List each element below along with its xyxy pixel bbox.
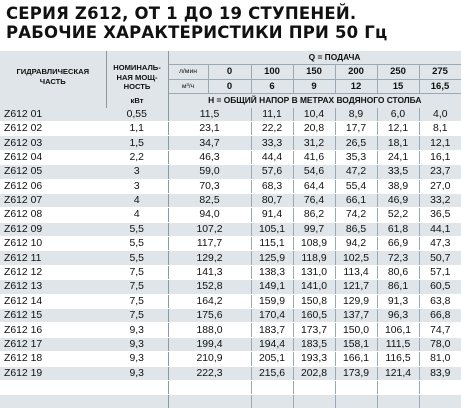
table-row bbox=[0, 121, 461, 135]
head-value-cell: 175,6 bbox=[168, 309, 251, 323]
head-value-cell: 11,1 bbox=[251, 108, 293, 122]
model-cell: Z612 07 bbox=[0, 193, 106, 207]
table-row bbox=[0, 309, 461, 323]
head-value-cell: 113,4 bbox=[335, 265, 377, 279]
table-row bbox=[0, 165, 461, 179]
hydraulic-header-line-2: ЧАСТЬ bbox=[39, 76, 66, 86]
model-cell: Z612 06 bbox=[0, 179, 106, 193]
head-caption: H = ОБЩИЙ НАПОР В МЕТРАХ ВОДЯНОГО СТОЛБА bbox=[168, 94, 461, 108]
model-cell: Z612 04 bbox=[0, 150, 106, 164]
table-row bbox=[0, 193, 461, 207]
head-value-cell: 10,4 bbox=[293, 108, 335, 122]
head-value-cell: 80,6 bbox=[377, 265, 419, 279]
head-value-cell: 152,8 bbox=[168, 280, 251, 294]
head-value-cell: 111,5 bbox=[377, 337, 419, 351]
head-value-cell: 188,0 bbox=[168, 323, 251, 337]
power-cell: 9,3 bbox=[106, 337, 168, 351]
flow-lmin-cell: 200 bbox=[335, 65, 377, 79]
flow-lmin-cell: 150 bbox=[293, 65, 335, 79]
head-value-cell: 31,2 bbox=[293, 136, 335, 150]
flow-m3h-cell: 12 bbox=[335, 79, 377, 93]
power-cell: 1,1 bbox=[106, 121, 168, 135]
head-value-cell: 33,3 bbox=[251, 136, 293, 150]
table-row bbox=[0, 323, 461, 337]
head-value-cell: 83,9 bbox=[419, 366, 461, 380]
performance-table bbox=[0, 51, 461, 408]
head-value-cell: 94,0 bbox=[168, 208, 251, 222]
head-value-cell: 194,4 bbox=[251, 337, 293, 351]
head-value-cell: 86,5 bbox=[335, 222, 377, 236]
head-value-cell: 86,2 bbox=[293, 208, 335, 222]
model-cell: Z612 10 bbox=[0, 237, 106, 251]
head-value-cell: 74,2 bbox=[335, 208, 377, 222]
head-value-cell: 183,5 bbox=[293, 337, 335, 351]
head-value-cell: 141,3 bbox=[168, 265, 251, 279]
head-value-cell: 44,1 bbox=[419, 222, 461, 236]
head-value-cell: 23,1 bbox=[168, 121, 251, 135]
head-value-cell: 102,5 bbox=[335, 251, 377, 265]
head-value-cell: 18,1 bbox=[377, 136, 419, 150]
table-row bbox=[0, 294, 461, 308]
head-value-cell: 115,1 bbox=[251, 237, 293, 251]
head-value-cell: 11,5 bbox=[168, 108, 251, 122]
power-header bbox=[106, 51, 168, 108]
head-value-cell: 33,2 bbox=[419, 193, 461, 207]
head-value-cell: 4,0 bbox=[419, 108, 461, 122]
power-cell: 4 bbox=[106, 193, 168, 207]
title-line-1: СЕРИЯ Z612, ОТ 1 ДО 19 СТУПЕНЕЙ. bbox=[6, 4, 357, 23]
head-value-cell: 131,0 bbox=[293, 265, 335, 279]
flow-lmin-cell: 275 bbox=[419, 65, 461, 79]
flow-m3h-cell: 16,5 bbox=[419, 79, 461, 93]
flow-m3h-cell: 9 bbox=[293, 79, 335, 93]
head-value-cell: 44,4 bbox=[251, 150, 293, 164]
table-row bbox=[0, 251, 461, 265]
head-value-cell: 68,3 bbox=[251, 179, 293, 193]
head-value-cell: 125,9 bbox=[251, 251, 293, 265]
head-value-cell: 149,1 bbox=[251, 280, 293, 294]
model-cell: Z612 18 bbox=[0, 352, 106, 366]
head-value-cell: 129,2 bbox=[168, 251, 251, 265]
head-value-cell: 8,1 bbox=[419, 121, 461, 135]
head-value-cell: 63,8 bbox=[419, 294, 461, 308]
power-cell: 1,5 bbox=[106, 136, 168, 150]
hydraulic-header-line-1: ГИДРАВЛИЧЕСКАЯ bbox=[16, 67, 90, 76]
head-value-cell: 222,3 bbox=[168, 366, 251, 380]
head-value-cell: 20,8 bbox=[293, 121, 335, 135]
head-value-cell: 164,2 bbox=[168, 294, 251, 308]
head-value-cell: 94,2 bbox=[335, 237, 377, 251]
head-value-cell: 61,8 bbox=[377, 222, 419, 236]
power-cell: 9,3 bbox=[106, 366, 168, 380]
head-value-cell: 173,9 bbox=[335, 366, 377, 380]
model-cell: Z612 19 bbox=[0, 366, 106, 380]
model-cell: Z612 13 bbox=[0, 280, 106, 294]
head-value-cell: 193,3 bbox=[293, 352, 335, 366]
head-value-cell: 160,5 bbox=[293, 309, 335, 323]
head-value-cell: 80,7 bbox=[251, 193, 293, 207]
head-value-cell: 66,1 bbox=[335, 193, 377, 207]
flow-m3h-cell: 15 bbox=[377, 79, 419, 93]
head-value-cell: 36,5 bbox=[419, 208, 461, 222]
head-value-cell: 41,6 bbox=[293, 150, 335, 164]
blank-row bbox=[0, 380, 461, 394]
head-value-cell: 129,9 bbox=[335, 294, 377, 308]
head-value-cell: 60,5 bbox=[419, 280, 461, 294]
head-value-cell: 34,7 bbox=[168, 136, 251, 150]
power-header-line-3: НОСТЬ bbox=[123, 82, 151, 91]
head-value-cell: 210,9 bbox=[168, 352, 251, 366]
model-cell: Z612 15 bbox=[0, 309, 106, 323]
head-value-cell: 158,1 bbox=[335, 337, 377, 351]
head-value-cell: 215,6 bbox=[251, 366, 293, 380]
table-row bbox=[0, 208, 461, 222]
power-cell: 7,5 bbox=[106, 265, 168, 279]
head-value-cell: 117,7 bbox=[168, 237, 251, 251]
hydraulic-part-header bbox=[0, 51, 106, 108]
power-cell: 7,5 bbox=[106, 309, 168, 323]
head-value-cell: 24,1 bbox=[377, 150, 419, 164]
head-value-cell: 108,9 bbox=[293, 237, 335, 251]
page-title bbox=[6, 4, 458, 42]
head-value-cell: 12,1 bbox=[419, 136, 461, 150]
table-row bbox=[0, 108, 461, 122]
head-value-cell: 64,4 bbox=[293, 179, 335, 193]
power-cell: 3 bbox=[106, 179, 168, 193]
head-value-cell: 16,1 bbox=[419, 150, 461, 164]
blank-row bbox=[0, 394, 461, 408]
power-header-line-1: НОМИНАЛЬ- bbox=[113, 63, 161, 72]
head-value-cell: 17,7 bbox=[335, 121, 377, 135]
head-value-cell: 47,3 bbox=[419, 237, 461, 251]
table-row bbox=[0, 179, 461, 193]
table-row bbox=[0, 265, 461, 279]
power-cell: 9,3 bbox=[106, 323, 168, 337]
head-value-cell: 116,5 bbox=[377, 352, 419, 366]
power-cell: 7,5 bbox=[106, 280, 168, 294]
flow-m3h-cell: 0 bbox=[208, 79, 251, 93]
table-row bbox=[0, 337, 461, 351]
unit-m3h: м³/ч bbox=[168, 79, 208, 93]
head-value-cell: 52,2 bbox=[377, 208, 419, 222]
power-cell: 4 bbox=[106, 208, 168, 222]
head-value-cell: 107,2 bbox=[168, 222, 251, 236]
model-cell: Z612 12 bbox=[0, 265, 106, 279]
head-value-cell: 46,9 bbox=[377, 193, 419, 207]
head-value-cell: 86,1 bbox=[377, 280, 419, 294]
flow-m3h-cell: 6 bbox=[251, 79, 293, 93]
head-value-cell: 66,9 bbox=[377, 237, 419, 251]
head-value-cell: 47,2 bbox=[335, 165, 377, 179]
power-cell: 3 bbox=[106, 165, 168, 179]
head-value-cell: 76,4 bbox=[293, 193, 335, 207]
model-cell: Z612 09 bbox=[0, 222, 106, 236]
model-cell: Z612 16 bbox=[0, 323, 106, 337]
model-cell: Z612 08 bbox=[0, 208, 106, 222]
head-value-cell: 27,0 bbox=[419, 179, 461, 193]
head-value-cell: 99,7 bbox=[293, 222, 335, 236]
head-value-cell: 106,1 bbox=[377, 323, 419, 337]
title-line-2: РАБОЧИЕ ХАРАКТЕРИСТИКИ ПРИ 50 Гц bbox=[6, 23, 388, 42]
head-value-cell: 202,8 bbox=[293, 366, 335, 380]
head-value-cell: 55,4 bbox=[335, 179, 377, 193]
head-value-cell: 173,7 bbox=[293, 323, 335, 337]
head-value-cell: 57,6 bbox=[251, 165, 293, 179]
head-value-cell: 138,3 bbox=[251, 265, 293, 279]
head-value-cell: 205,1 bbox=[251, 352, 293, 366]
head-value-cell: 23,7 bbox=[419, 165, 461, 179]
power-cell: 0,55 bbox=[106, 108, 168, 122]
flow-lmin-cell: 0 bbox=[208, 65, 251, 79]
table-row bbox=[0, 237, 461, 251]
model-cell: Z612 02 bbox=[0, 121, 106, 135]
table-row bbox=[0, 366, 461, 380]
head-value-cell: 33,5 bbox=[377, 165, 419, 179]
head-value-cell: 170,4 bbox=[251, 309, 293, 323]
flow-lmin-cell: 250 bbox=[377, 65, 419, 79]
head-value-cell: 35,3 bbox=[335, 150, 377, 164]
head-value-cell: 38,9 bbox=[377, 179, 419, 193]
head-value-cell: 159,9 bbox=[251, 294, 293, 308]
head-value-cell: 199,4 bbox=[168, 337, 251, 351]
model-cell: Z612 01 bbox=[0, 108, 106, 122]
head-value-cell: 183,7 bbox=[251, 323, 293, 337]
model-cell: Z612 03 bbox=[0, 136, 106, 150]
head-value-cell: 96,3 bbox=[377, 309, 419, 323]
head-value-cell: 57,1 bbox=[419, 265, 461, 279]
model-cell: Z612 11 bbox=[0, 251, 106, 265]
table-row bbox=[0, 280, 461, 294]
power-cell: 5,5 bbox=[106, 237, 168, 251]
head-value-cell: 91,4 bbox=[251, 208, 293, 222]
unit-lmin: л/мин bbox=[168, 65, 208, 79]
head-value-cell: 74,7 bbox=[419, 323, 461, 337]
head-value-cell: 50,7 bbox=[419, 251, 461, 265]
table-row bbox=[0, 136, 461, 150]
table-row bbox=[0, 222, 461, 236]
head-value-cell: 70,3 bbox=[168, 179, 251, 193]
head-value-cell: 150,8 bbox=[293, 294, 335, 308]
flow-lmin-cell: 100 bbox=[251, 65, 293, 79]
head-value-cell: 66,8 bbox=[419, 309, 461, 323]
model-cell: Z612 05 bbox=[0, 165, 106, 179]
head-value-cell: 150,0 bbox=[335, 323, 377, 337]
power-header-line-2: НАЯ МОЩ- bbox=[116, 72, 158, 82]
head-value-cell: 141,0 bbox=[293, 280, 335, 294]
head-value-cell: 59,0 bbox=[168, 165, 251, 179]
table-row bbox=[0, 150, 461, 164]
head-value-cell: 91,3 bbox=[377, 294, 419, 308]
head-value-cell: 105,1 bbox=[251, 222, 293, 236]
power-cell: 5,5 bbox=[106, 222, 168, 236]
head-value-cell: 82,5 bbox=[168, 193, 251, 207]
model-cell: Z612 14 bbox=[0, 294, 106, 308]
head-value-cell: 81,0 bbox=[419, 352, 461, 366]
head-value-cell: 12,1 bbox=[377, 121, 419, 135]
head-value-cell: 166,1 bbox=[335, 352, 377, 366]
head-value-cell: 72,3 bbox=[377, 251, 419, 265]
head-value-cell: 26,5 bbox=[335, 136, 377, 150]
head-value-cell: 121,4 bbox=[377, 366, 419, 380]
head-value-cell: 78,0 bbox=[419, 337, 461, 351]
head-value-cell: 6,0 bbox=[377, 108, 419, 122]
head-value-cell: 22,2 bbox=[251, 121, 293, 135]
head-value-cell: 8,9 bbox=[335, 108, 377, 122]
power-cell: 2,2 bbox=[106, 150, 168, 164]
power-cell: 5,5 bbox=[106, 251, 168, 265]
flow-caption: Q = ПОДАЧА bbox=[208, 51, 461, 65]
power-unit: кВт bbox=[130, 95, 144, 105]
model-cell: Z612 17 bbox=[0, 337, 106, 351]
head-value-cell: 54,6 bbox=[293, 165, 335, 179]
table-row bbox=[0, 352, 461, 366]
power-cell: 7,5 bbox=[106, 294, 168, 308]
head-value-cell: 46,3 bbox=[168, 150, 251, 164]
head-value-cell: 121,7 bbox=[335, 280, 377, 294]
power-cell: 9,3 bbox=[106, 352, 168, 366]
head-value-cell: 137,7 bbox=[335, 309, 377, 323]
head-value-cell: 118,9 bbox=[293, 251, 335, 265]
